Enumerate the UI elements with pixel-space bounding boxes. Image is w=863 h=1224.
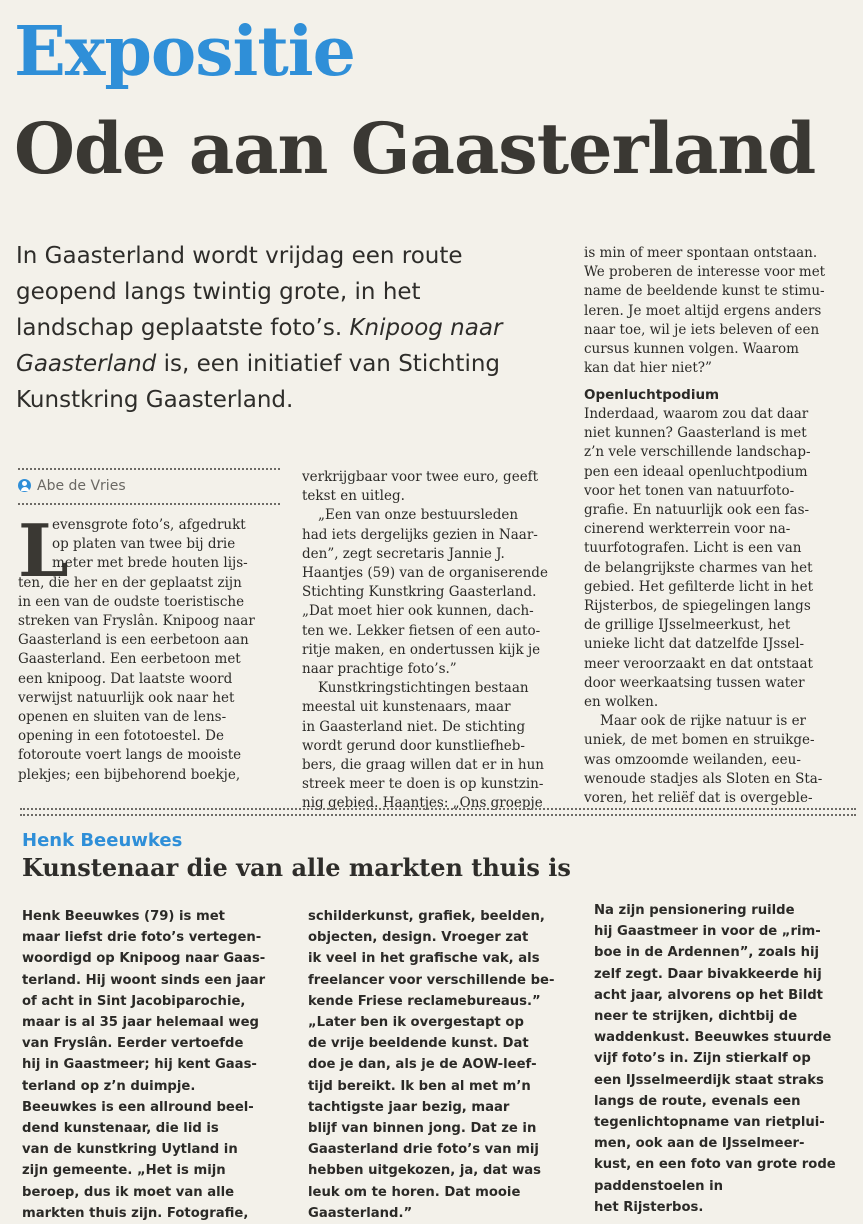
lead-paragraph [16, 238, 561, 418]
text-line: maar is al 35 jaar helemaal weg [22, 1015, 259, 1031]
text-line: was omzoomde weilanden, eeu- [584, 751, 801, 768]
author-name: Abe de Vries [37, 478, 126, 494]
lead-text: landschap geplaatste foto’s. [16, 315, 343, 341]
headline: Ode aan Gaasterland [14, 107, 816, 190]
sidebar-column-3 [594, 900, 856, 1218]
text-line: Inderdaad, waarom zou dat daar [584, 406, 809, 422]
sidebar-column-1 [22, 906, 290, 1224]
lead-line: In Gaasterland wordt vrijdag een route [16, 243, 463, 269]
lead-line: geopend langs twintig grote, in het [16, 279, 421, 305]
text-line: streken van Fryslân. Knipoog naar [18, 613, 255, 630]
text-line: Beeuwkes is een allround beel- [22, 1099, 254, 1115]
drop-cap: L [18, 508, 69, 593]
text-line: ik veel in het grafische vak, als [308, 951, 540, 967]
text-line: meer veroorzaakt en dat ontstaat [584, 655, 813, 672]
kicker: Expositie [14, 12, 355, 92]
text-line: evensgrote foto’s, afgedrukt [52, 517, 246, 533]
text-line: zelf zegt. Daar bivakkeerde hij [594, 966, 822, 982]
byline [18, 478, 126, 494]
article-column-3-top [584, 244, 854, 378]
lead-line [16, 346, 561, 382]
text-line: „Een van onze bestuursleden [318, 507, 519, 524]
text-line: Haantjes (59) van de organiserende [302, 565, 548, 582]
text-line: maar liefst drie foto’s vertegen- [22, 930, 262, 946]
text-line: cursus kunnen volgen. Waarom [584, 341, 799, 358]
text-line: wordt gerund door kunstliefheb- [302, 737, 525, 754]
text-line: kende Friese reclamebureaus.” [308, 993, 541, 1009]
text-line: woordigd op Knipoog naar Gaas- [22, 951, 266, 967]
article-column-1 [18, 508, 283, 785]
text-line: voren, het reliëf dat is overgeble- [584, 790, 813, 807]
text-line: Gaasterland drie foto’s van mij [308, 1142, 539, 1158]
text-line: een knipoog. Dat laatste woord [18, 670, 233, 687]
text-line: Rijsterbos, de spiegelingen langs [584, 598, 811, 615]
user-icon [18, 479, 31, 492]
text-line: bers, die graag willen dat er in hun [302, 757, 544, 774]
text-line: We proberen de interesse voor met [584, 264, 826, 281]
text-line: leuk om te horen. Dat mooie [308, 1184, 521, 1200]
text-line: Stichting Kunstkring Gaasterland. [302, 584, 537, 601]
text-line: grafie. En natuurlijk ook een fas- [584, 502, 810, 519]
text-line: „Dat moet hier ook kunnen, dach- [302, 603, 534, 620]
text-line: gebied. Het gefilterde licht in het [584, 578, 814, 595]
text-line: doe je dan, als je de AOW-leef- [308, 1057, 537, 1073]
text-line: Gaasterland. Een eerbetoon met [18, 651, 241, 668]
divider [18, 503, 280, 505]
text-line: unieke licht dat datzelfde IJssel- [584, 636, 805, 653]
text-line: ten, die her en der geplaatst zijn [18, 574, 242, 591]
text-line: de grillige IJsselmeerkust, het [584, 617, 791, 634]
text-line: freelancer voor verschillende be- [308, 972, 555, 988]
text-line: verkrijgbaar voor twee euro, geeft [302, 469, 539, 485]
text-line: Na zijn pensionering ruilde [594, 903, 795, 918]
text-line: „Later ben ik overgestapt op [308, 1015, 524, 1031]
text-line: fotoroute voert langs de mooiste [18, 747, 242, 764]
text-line: tachtigste jaar bezig, maar [308, 1099, 510, 1115]
section-divider [20, 814, 856, 816]
text-line: cinerend werkterrein voor na- [584, 521, 791, 538]
text-line: vijf foto’s in. Zijn stierkalf op [594, 1051, 811, 1067]
text-line: voor het tonen van natuurfoto- [584, 482, 795, 499]
text-line: naar toe, wil je iets beleven of een [584, 321, 820, 338]
text-line: tuurfotografen. Licht is een van [584, 540, 802, 557]
text-line: nig gebied. Haantjes: „Ons groepje [302, 795, 543, 812]
text-line: zijn gemeente. „Het is mijn [22, 1163, 226, 1179]
text-line: de belangrijkste charmes van het [584, 559, 813, 576]
text-line: van de kunstkring Uytland in [22, 1142, 238, 1158]
text-line: opening in een fototoestel. De [18, 728, 224, 745]
text-line: leren. Je moet altijd ergens anders [584, 302, 822, 319]
text-line: ritje maken, en ondertussen kijk je [302, 641, 541, 658]
text-line: in een van de oudste toeristische [18, 593, 245, 610]
sidebar-column-2 [308, 906, 578, 1224]
text-line: dend kunstenaar, die lid is [22, 1121, 219, 1137]
article-column-3-bottom [584, 405, 854, 808]
lead-text: is, een initiatief van Stichting [156, 351, 501, 377]
text-line: de vrije beeldende kunst. Dat [308, 1036, 529, 1052]
divider [18, 468, 280, 470]
sidebar-title: Kunstenaar die van alle markten thuis is [22, 853, 571, 882]
text-line: verwijst natuurlijk ook naar het [18, 689, 235, 706]
text-line: tijd bereikt. Ik ben al met m’n [308, 1078, 531, 1094]
text-line: den”, zegt secretaris Jannie J. [302, 545, 505, 562]
text-line: niet kunnen? Gaasterland is met [584, 425, 807, 442]
text-line: is min of meer spontaan ontstaan. [584, 245, 818, 261]
text-line: meestal uit kunstenaars, maar [302, 699, 511, 716]
text-line: waddenkust. Beeuwkes stuurde [594, 1030, 832, 1046]
text-line: wenoude stadjes als Sloten en Sta- [584, 770, 823, 787]
lead-line [16, 310, 561, 346]
text-line: name de beeldende kunst te stimu- [584, 283, 825, 300]
text-line: in Gaasterland niet. De stichting [302, 718, 526, 735]
text-line: uniek, de met bomen en struikge- [584, 732, 815, 749]
text-line: tekst en uitleg. [302, 488, 405, 505]
text-line: pen een ideaal openluchtpodium [584, 463, 808, 480]
section-divider [20, 808, 856, 810]
text-line: of acht in Sint Jacobiparochie, [22, 993, 246, 1009]
article-column-2 [302, 468, 570, 814]
text-line: plekjes; een bijbehorend boekje, [18, 766, 241, 783]
text-line: langs de route, evenals een [594, 1093, 801, 1109]
text-line: op platen van twee bij drie [52, 536, 236, 553]
lead-title-italic: Knipoog naar [349, 315, 503, 341]
text-line: het Rijsterbos. [594, 1199, 704, 1215]
text-line: meter met brede houten lijs- [52, 555, 248, 572]
text-line: kust, en een foto van grote rode [594, 1157, 836, 1173]
text-line: terland op z’n duimpje. [22, 1078, 196, 1094]
text-line: hebben uitgekozen, ja, dat was [308, 1163, 542, 1179]
text-line: men, ook aan de IJsselmeer- [594, 1136, 805, 1152]
lead-line: Kunstkring Gaasterland. [16, 387, 294, 413]
subheading: Openluchtpodium [584, 387, 720, 403]
text-line: kan dat hier niet?” [584, 360, 712, 377]
sidebar-name: Henk Beeuwkes [22, 830, 183, 851]
text-line: hij Gaastmeer in voor de „rim- [594, 924, 821, 940]
text-line: blijf van binnen jong. Dat ze in [308, 1121, 537, 1137]
lead-title-italic: Gaasterland [16, 351, 157, 377]
text-line: Kunstkringstichtingen bestaan [318, 680, 529, 697]
text-line: beroep, dus ik moet van alle [22, 1184, 235, 1200]
text-line: objecten, design. Vroeger zat [308, 930, 529, 946]
text-line: Maar ook de rijke natuur is er [600, 713, 807, 730]
text-line: naar prachtige foto’s.” [302, 661, 457, 678]
text-line: schilderkunst, grafiek, beelden, [308, 909, 545, 924]
text-line: openen en sluiten van de lens- [18, 709, 227, 726]
text-line: neer te strijken, dichtbij de [594, 1009, 798, 1025]
text-line: acht jaar, alvorens op het Bildt [594, 987, 823, 1003]
text-line: van Fryslân. Eerder vertoefde [22, 1036, 244, 1052]
text-line: en wolken. [584, 694, 659, 711]
text-line: Gaasterland is een eerbetoon aan [18, 632, 249, 649]
text-line: Gaasterland.” [308, 1205, 413, 1221]
text-line: tegenlichtopname van rietplui- [594, 1115, 825, 1131]
text-line: hij in Gaastmeer; hij kent Gaas- [22, 1057, 257, 1073]
text-line: paddenstoelen in [594, 1178, 724, 1194]
text-line: door weerkaatsing tussen water [584, 674, 805, 691]
text-line: terland. Hij woont sinds een jaar [22, 972, 266, 988]
text-line: z’n vele verschillende landschap- [584, 444, 811, 461]
text-line: had iets dergelijks gezien in Naar- [302, 526, 538, 543]
text-line: Henk Beeuwkes (79) is met [22, 909, 225, 924]
text-line: streek meer te doen is op kunstzin- [302, 776, 544, 793]
text-line: ten we. Lekker fietsen of een auto- [302, 622, 541, 639]
text-line: een IJsselmeerdijk staat straks [594, 1072, 824, 1088]
text-line: boe in de Ardennen”, zoals hij [594, 945, 820, 961]
text-line: markten thuis zijn. Fotografie, [22, 1205, 249, 1221]
